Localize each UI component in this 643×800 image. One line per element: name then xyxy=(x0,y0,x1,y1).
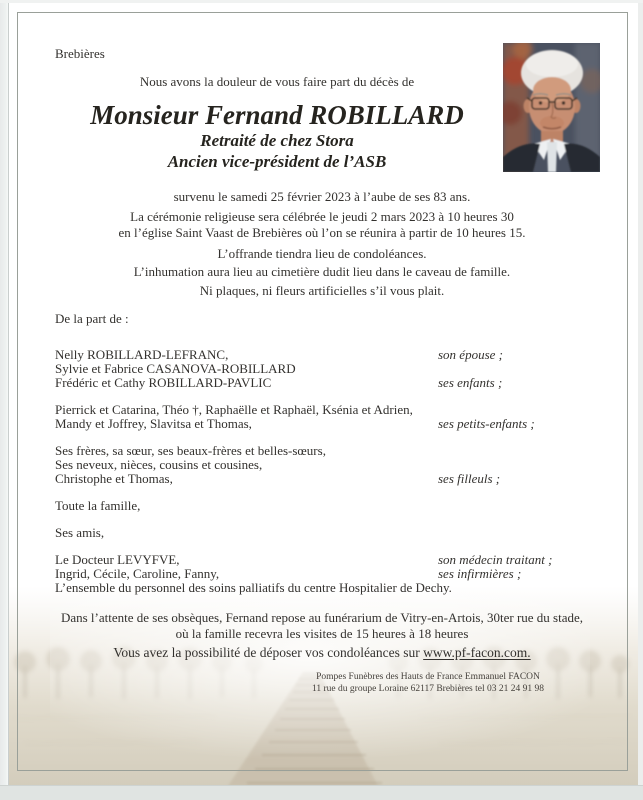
family-member-names: Ses neveux, nièces, cousins et cousines, xyxy=(55,457,263,472)
family-row xyxy=(55,362,607,376)
relationship-label: son médecin traitant ; xyxy=(438,552,553,567)
family-member-names: Pierrick et Catarina, Théo †, Raphaëlle et Raphaël, Ksénia et Adrien, xyxy=(55,402,413,417)
family-member-names: Le Docteur LEVYFVE, xyxy=(55,552,180,567)
location-text: Brebières xyxy=(55,46,105,61)
family-row xyxy=(55,458,607,472)
relationship-label: ses filleuls ; xyxy=(438,471,501,486)
family-row xyxy=(55,553,607,567)
closing-line: où la famille recevra les visites de 15 heures à 18 heures xyxy=(175,626,469,641)
condolences-website-link[interactable]: www.pf-facon.com. xyxy=(423,645,531,660)
document-content xyxy=(17,12,627,695)
relationship-label: ses petits-enfants ; xyxy=(438,416,535,431)
family-member-names: Nelly ROBILLARD-LEFRANC, xyxy=(55,347,229,362)
family-member-names: Mandy et Joffrey, Slavitsa et Thomas, xyxy=(55,416,252,431)
condolences-line xyxy=(17,645,627,661)
family-row xyxy=(55,376,607,390)
relationship-label: son épouse ; xyxy=(438,347,503,362)
family-row xyxy=(55,499,607,513)
family-row xyxy=(55,526,607,540)
family-row xyxy=(55,567,607,581)
deceased-title-line1: Retraité de chez Stora xyxy=(200,131,354,150)
ceremony-line: Ni plaques, ni fleurs artificielles s’il vous plait. xyxy=(199,283,445,298)
funeral-home-address: 11 rue du groupe Loraine 62117 Brebières tel 03 21 24 91 98 xyxy=(312,683,544,694)
scan-edge-top xyxy=(0,0,643,3)
family-member-names: Frédéric et Cathy ROBILLARD-PAVLIC xyxy=(55,375,272,390)
deceased-title-line2: Ancien vice-président de l’ASB xyxy=(167,152,387,171)
intro-text: Nous avons la douleur de vous faire part du décès de xyxy=(139,74,415,89)
funeral-home-info xyxy=(17,672,627,695)
closing-paragraph xyxy=(17,610,627,642)
relationship-label: ses enfants ; xyxy=(438,375,503,390)
ceremony-line: L’inhumation aura lieu au cimetière dudit lieu dans le caveau de famille. xyxy=(133,264,511,279)
family-row xyxy=(55,403,607,417)
condolences-text: Vous avez la possibilité de déposer vos condoléances sur xyxy=(113,645,424,660)
ceremony-details xyxy=(17,209,627,299)
scan-edge-left xyxy=(0,0,9,800)
ceremony-line: en l’église Saint Vaast de Brebières où l’on se réunira à partir de 10 heures 15. xyxy=(118,225,526,240)
family-row xyxy=(55,417,607,431)
ceremony-line: L’offrande tiendra lieu de condoléances. xyxy=(217,246,427,261)
family-member-names: Toute la famille, xyxy=(55,498,141,513)
death-announcement-line: survenu le samedi 25 février 2023 à l’aube de ses 83 ans. xyxy=(173,189,471,204)
deceased-name: Monsieur Fernand ROBILLARD xyxy=(90,100,464,130)
ceremony-line: La cérémonie religieuse sera célébrée le jeudi 2 mars 2023 à 10 heures 30 xyxy=(130,209,514,224)
family-row xyxy=(55,348,607,362)
closing-line: Dans l’attente de ses obsèques, Fernand repose au funérarium de Vitry-en-Artois, 30ter rue du stade, xyxy=(60,610,584,625)
family-member-names: Ses amis, xyxy=(55,525,105,540)
relationship-label: ses infirmières ; xyxy=(438,566,522,581)
family-list xyxy=(55,348,607,595)
family-member-names: Sylvie et Fabrice CASANOVA-ROBILLARD xyxy=(55,361,296,376)
deceased-portrait-photo xyxy=(503,43,600,172)
from-label: De la part de : xyxy=(55,311,129,326)
family-row xyxy=(55,581,607,595)
family-member-names: Ingrid, Cécile, Caroline, Fanny, xyxy=(55,566,220,581)
family-member-names: L’ensemble du personnel des soins palliatifs du centre Hospitalier de Dechy. xyxy=(55,580,452,595)
family-row xyxy=(55,472,607,486)
family-member-names: Ses frères, sa sœur, ses beaux-frères et belles-sœurs, xyxy=(55,443,326,458)
scan-edge-right xyxy=(638,0,643,800)
scan-edge-bottom xyxy=(0,785,643,800)
family-member-names: Christophe et Thomas, xyxy=(55,471,173,486)
family-row xyxy=(55,444,607,458)
funeral-home-name: Pompes Funèbres des Hauts de France Emmanuel FACON xyxy=(316,672,540,682)
